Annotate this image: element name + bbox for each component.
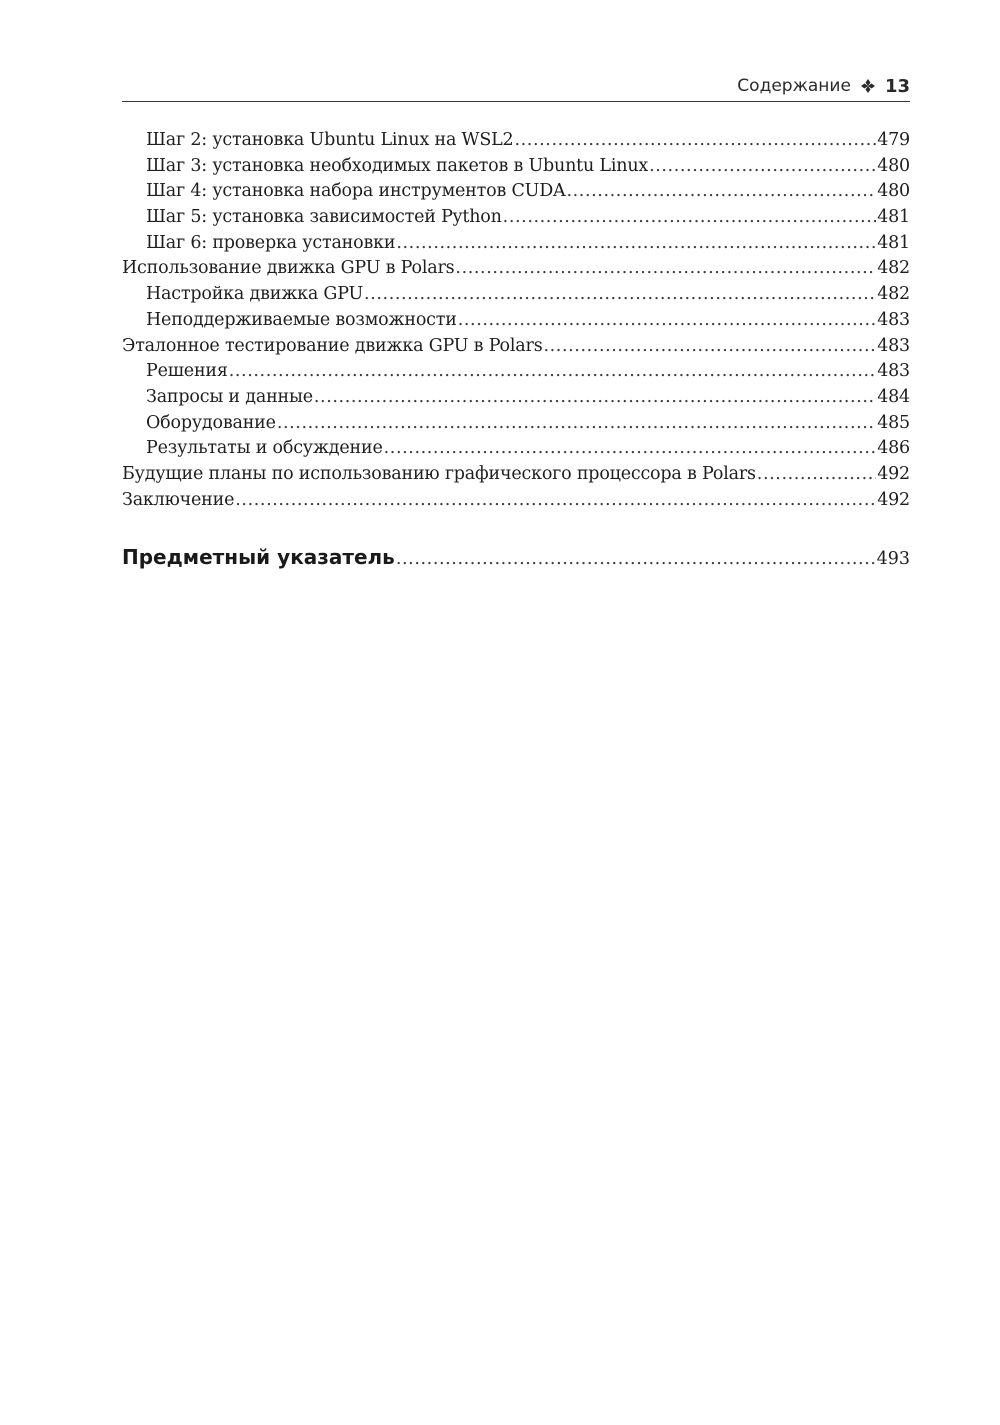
toc-entry-title: Оборудование — [146, 412, 276, 433]
toc-entry-title: Настройка движка GPU — [146, 284, 364, 305]
dot-leader — [649, 156, 876, 176]
toc-entry-page: 483 — [877, 335, 910, 356]
toc-entry-page: 480 — [877, 155, 910, 176]
toc-entry[interactable] — [122, 310, 910, 336]
dot-leader — [455, 258, 876, 278]
toc-entry-title: Решения — [146, 361, 228, 382]
toc-entry-page: 481 — [877, 232, 910, 253]
toc-entry[interactable] — [122, 258, 910, 284]
toc-entry[interactable] — [122, 181, 910, 207]
running-header — [122, 72, 910, 100]
dot-leader — [503, 207, 877, 227]
index-entry-title: Предметный указатель — [122, 545, 395, 569]
toc-entry[interactable] — [122, 438, 910, 464]
toc-entry[interactable] — [122, 130, 910, 156]
toc-entry-title: Будущие планы по использованию графического процессора в Polars — [122, 463, 756, 484]
toc-entry-page: 483 — [877, 309, 910, 330]
toc-entry[interactable] — [122, 284, 910, 310]
toc-entry-title: Эталонное тестирование движка GPU в Polars — [122, 335, 543, 356]
dot-leader — [277, 413, 876, 433]
toc-entry-page: 483 — [877, 361, 910, 382]
dot-leader — [396, 233, 876, 253]
dot-leader — [396, 549, 876, 569]
header-page-number: 13 — [884, 75, 910, 97]
toc-entry-title: Шаг 6: проверка установки — [146, 232, 396, 253]
toc-entry-page: 492 — [877, 489, 910, 510]
toc-entry-title: Шаг 2: установка Ubuntu Linux на WSL2 — [146, 130, 514, 150]
toc-entry[interactable] — [122, 207, 910, 233]
index-entry[interactable] — [122, 545, 910, 569]
toc-entry-page: 486 — [877, 438, 910, 459]
dot-leader — [314, 387, 876, 407]
toc-entry-page: 481 — [877, 207, 910, 228]
dot-leader — [566, 181, 876, 201]
dot-leader — [384, 438, 877, 458]
toc-entry[interactable] — [122, 464, 910, 490]
header-rule — [122, 101, 910, 102]
toc-entry-title: Шаг 4: установка набора инструментов CUDA — [146, 181, 566, 202]
dot-leader — [543, 336, 876, 356]
header-section-title: Содержание — [737, 76, 851, 96]
toc-entry-title: Шаг 5: установка зависимостей Python — [146, 207, 502, 228]
toc-entry-title: Заключение — [122, 489, 235, 510]
dot-leader — [514, 130, 876, 150]
toc-entry-title: Запросы и данные — [146, 386, 313, 407]
toc-entry[interactable] — [122, 233, 910, 259]
toc-entry-page: 492 — [877, 463, 910, 484]
dot-leader — [229, 361, 876, 381]
toc-entry-page: 484 — [877, 386, 910, 407]
toc-entry[interactable] — [122, 361, 910, 387]
toc-entry-page: 480 — [877, 181, 910, 202]
dot-leader — [757, 464, 876, 484]
four-diamonds-icon — [861, 79, 875, 93]
index-entry-page: 493 — [876, 549, 910, 569]
dot-leader — [235, 490, 876, 510]
toc-entry-page: 485 — [877, 412, 910, 433]
toc-entry[interactable] — [122, 336, 910, 362]
toc-entry[interactable] — [122, 156, 910, 182]
toc-entry[interactable] — [122, 387, 910, 413]
toc-entry[interactable] — [122, 413, 910, 439]
toc-entry-title: Шаг 3: установка необходимых пакетов в Ubuntu Linux — [146, 155, 649, 176]
toc-entry-title: Результаты и обсуждение — [146, 438, 383, 459]
toc-entry-title: Использование движка GPU в Polars — [122, 258, 455, 279]
toc-entry-page: 479 — [877, 130, 910, 150]
dot-leader — [458, 310, 876, 330]
toc-entry-title: Неподдерживаемые возможности — [146, 309, 457, 330]
toc-entry-page: 482 — [877, 258, 910, 279]
toc-entry-page: 482 — [877, 284, 910, 305]
dot-leader — [364, 284, 876, 304]
toc-entry[interactable] — [122, 490, 910, 516]
table-of-contents — [122, 130, 910, 515]
